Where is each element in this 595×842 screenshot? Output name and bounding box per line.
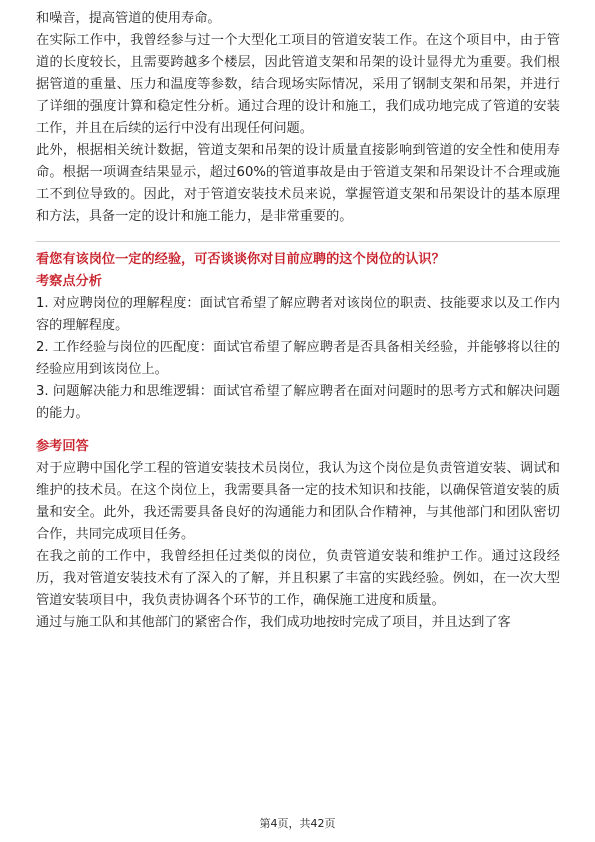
section-gap [36, 425, 560, 436]
answer-title: 参考回答 [36, 439, 89, 454]
analysis-item-1: 1. 对应聘岗位的理解程度：面试官希望了解应聘者对该岗位的职责、技能要求以及工作内容的理解程度。 [36, 296, 560, 333]
analysis-item-3: 3. 问题解决能力和思维逻辑：面试官希望了解应聘者在面对问题时的思考方式和解决问题的能力。 [36, 384, 560, 421]
analysis-title: 考察点分析 [36, 274, 102, 289]
intro-paragraph-1: 和噪音，提高管道的使用寿命。 [36, 11, 221, 26]
section-divider [36, 241, 560, 242]
page-number-footer: 第4页，共42页 [259, 817, 336, 830]
answer-paragraph-1: 对于应聘中国化学工程的管道安装技术员岗位，我认为这个岗位是负责管道安装、调试和维护的技术员。在这个岗位上，我需要具备一定的技术知识和技能，以确保管道安装的质量和安全。此外，我还需要具备良好的沟通能力和团队合作精神，与其他部门和团队密切合作，共同完成项目任务。 [36, 461, 560, 542]
analysis-item-2: 2. 工作经验与岗位的匹配度：面试官希望了解应聘者是否具备相关经验，并能够将以往的经验应用到该岗位上。 [36, 340, 560, 377]
interview-question: 看您有该岗位一定的经验，可否谈谈你对目前应聘的这个岗位的认识？ [36, 252, 445, 267]
intro-paragraph-3: 此外，根据相关统计数据，管道支架和吊架的设计质量直接影响到管道的安全性和使用寿命。根据一项调查结果显示，超过60%的管道事故是由于管道支架和吊架设计不合理或施工不到位导致的。因此，对于管道安装技术员来说，掌握管道支架和吊架设计的基本原理和方法，具备一定的设计和施工能力，是非常重要的。 [36, 143, 560, 224]
answer-paragraph-2: 在我之前的工作中，我曾经担任过类似的岗位，负责管道安装和维护工作。通过这段经历，我对管道安装技术有了深入的了解，并且积累了丰富的实践经验。例如，在一次大型管道安装项目中，我负责协调各个环节的工作，确保施工进度和质量。 [36, 549, 560, 608]
document-page [36, 8, 560, 634]
intro-paragraph-2: 在实际工作中，我曾经参与过一个大型化工项目的管道安装工作。在这个项目中，由于管道的长度较长，且需要跨越多个楼层，因此管道支架和吊架的设计显得尤为重要。我们根据管道的重量、压力和温度等参数，结合现场实际情况，采用了钢制支架和吊架，并进行了详细的强度计算和稳定性分析。通过合理的设计和施工，我们成功地完成了管道的安装工作，并且在后续的运行中没有出现任何问题。 [36, 33, 560, 136]
answer-paragraph-3: 通过与施工队和其他部门的紧密合作，我们成功地按时完成了项目，并且达到了客 [36, 615, 511, 630]
